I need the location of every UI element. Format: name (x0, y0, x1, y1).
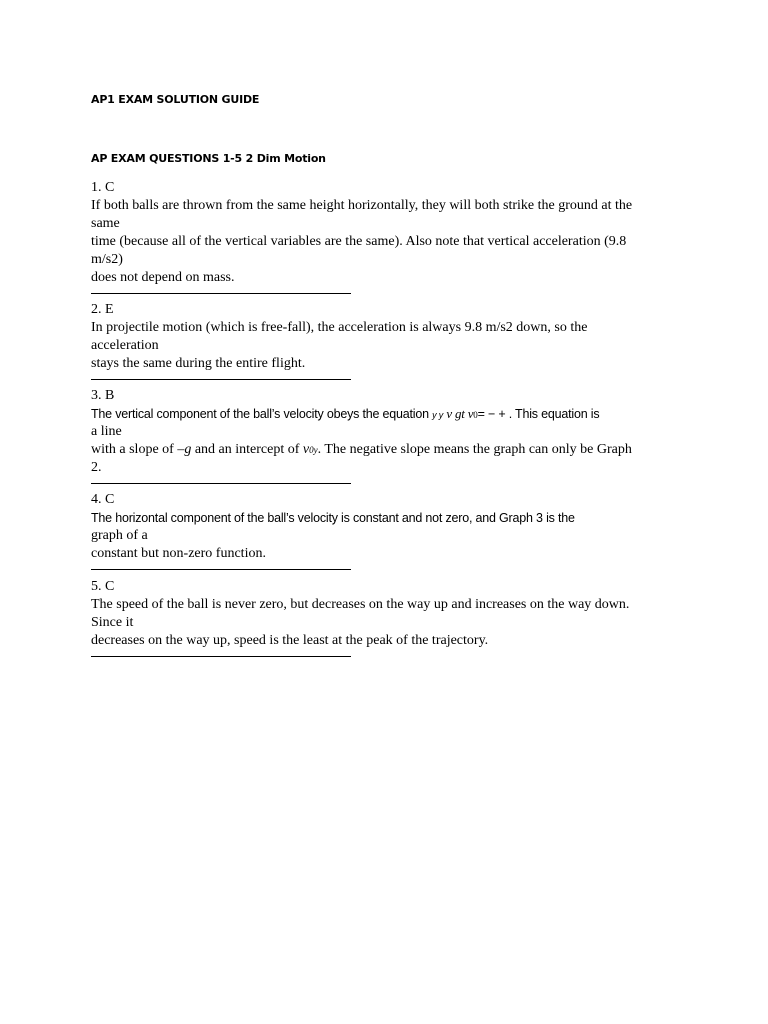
answer-5 (91, 578, 691, 663)
answer-4-line-3: constant but non-zero function. (91, 546, 266, 561)
symbol-g: g (184, 442, 192, 457)
answer-5-divider (91, 656, 351, 657)
answer-2-line-2: acceleration (91, 338, 159, 353)
answer-3-line-1-text: The vertical component of the ball’s velocity obeys the equation (91, 407, 429, 421)
answer-4-line-2: graph of a (91, 528, 148, 543)
answer-1-divider (91, 293, 351, 294)
answer-5-line-2: Since it (91, 615, 134, 630)
answer-1-line-4: m/s2) (91, 252, 123, 267)
answer-5-line-3: decreases on the way up, speed is the least at the peak of the trajectory. (91, 633, 489, 648)
answer-5-line-1: The speed of the ball is never zero, but decreases on the way up and increases on the way down. (91, 597, 630, 612)
answer-1-line-1: If both balls are thrown from the same height horizontally, they will both strike the ground at the (91, 198, 633, 213)
equation-text: v gt v (446, 406, 474, 421)
answer-5-label: 5. C (91, 579, 115, 594)
answer-4-divider (91, 569, 351, 570)
answer-4-label: 4. C (91, 492, 115, 507)
answer-3-line-2: a line (91, 424, 122, 439)
equation-v0-subscript: 0 (473, 410, 478, 420)
document-title: AP1 EXAM SOLUTION GUIDE (91, 93, 260, 106)
answer-2 (91, 301, 691, 386)
symbol-v: v (302, 442, 310, 457)
answer-1-line-2: same (91, 216, 120, 231)
symbol-v0y-subscript: 0y (309, 445, 318, 455)
answer-3-line-3-pre: with a slope of – (91, 442, 185, 457)
answer-2-label: 2. E (91, 302, 114, 317)
answer-3-line-4: 2. (91, 460, 102, 475)
answer-3-divider (91, 483, 351, 484)
answer-1 (91, 179, 691, 300)
answer-3 (91, 387, 691, 490)
answer-1-line-5: does not depend on mass. (91, 270, 235, 285)
answer-3-line-3-mid: and an intercept of (191, 442, 303, 457)
answer-1-label: 1. C (91, 180, 115, 195)
answer-1-line-3: time (because all of the vertical variables are the same). Also note that vertical acceleration (9.8 (91, 234, 627, 249)
section-heading: AP EXAM QUESTIONS 1-5 2 Dim Motion (91, 152, 326, 165)
answer-3-label: 3. B (91, 388, 115, 403)
answer-2-line-1: In projectile motion (which is free-fall), the acceleration is always 9.8 m/s2 down, so the (91, 320, 588, 335)
answer-2-divider (91, 379, 351, 380)
equation-subscript: y y (432, 410, 444, 420)
answer-3-line-3 (91, 441, 691, 459)
answer-4 (91, 491, 691, 576)
equation-post: = − + . This equation is (477, 407, 600, 421)
answer-2-line-3: stays the same during the entire flight. (91, 356, 306, 371)
answer-4-line-1: The horizontal component of the ball’s velocity is constant and not zero, and Graph 3 is the (91, 511, 575, 525)
answer-3-line-1 (91, 405, 691, 423)
answer-3-line-3-post: . The negative slope means the graph can only be Graph (317, 442, 632, 457)
